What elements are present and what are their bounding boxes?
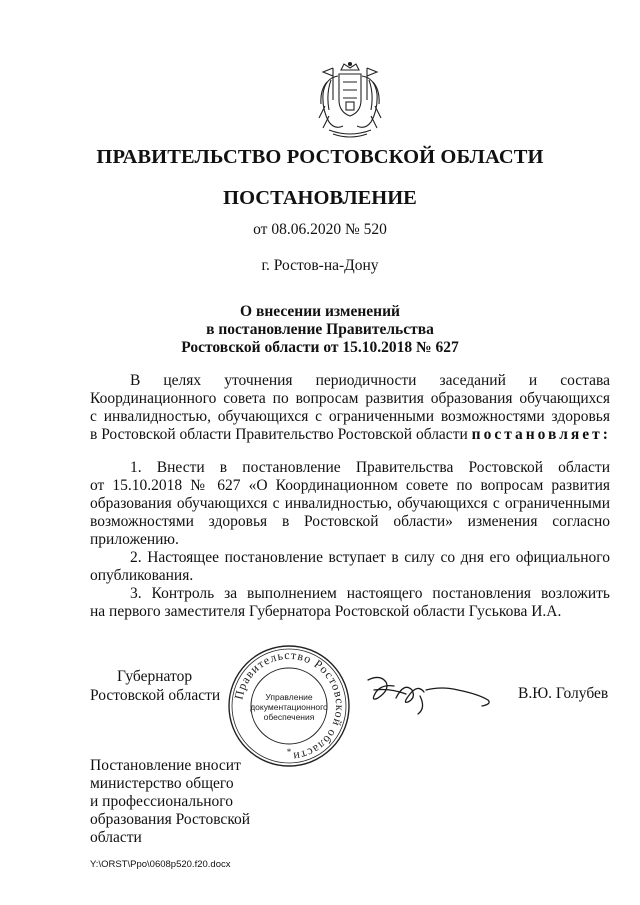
item-3-paragraph (90, 585, 610, 621)
item-2-paragraph (90, 549, 610, 585)
submitted-by-line: образования Ростовской (90, 811, 251, 828)
document-type: ПОСТАНОВЛЕНИЕ (223, 187, 417, 209)
subject-line: О внесении изменений (240, 303, 400, 320)
preamble-paragraph (90, 372, 610, 444)
preamble-line: В целях уточнения периодичности заседаний и состава (130, 372, 610, 389)
preamble-line-text: в Ростовской области Правительство Ростовской области (90, 426, 472, 443)
document-city: г. Ростов-на-Дону (261, 257, 379, 274)
signatory-role-line: Ростовской области (90, 687, 221, 704)
submitted-by-line: Постановление вносит (90, 757, 241, 774)
seal-center-line: Управление (265, 692, 313, 702)
government-title: ПРАВИТЕЛЬСТВО РОСТОВСКОЙ ОБЛАСТИ (96, 146, 544, 168)
official-seal-icon (226, 643, 352, 769)
document-subject (0, 303, 640, 357)
signatory-name: В.Ю. Голубев (518, 685, 609, 702)
subject-line: в постановление Правительства (206, 321, 434, 338)
decree-word: постановляет: (471, 426, 611, 443)
handwritten-signature-icon (360, 668, 500, 718)
submitted-by-block (90, 757, 250, 847)
document-date-number: от 08.06.2020 № 520 (253, 221, 387, 238)
signatory-role-line: Губернатор (117, 668, 193, 685)
seal-center-line: обеспечения (263, 712, 315, 722)
preamble-line: с инвалидностью, обучающихся с ограниченными возможностями здоровья (90, 408, 610, 425)
preamble-line (90, 426, 610, 444)
seal-ring-text: Правительство Ростовской области (231, 647, 348, 764)
preamble-line: Координационного совета по вопросам развития образования обучающихся (90, 390, 610, 407)
subject-line: Ростовской области от 15.10.2018 № 627 (181, 339, 459, 356)
submitted-by-line: министерство общего (90, 775, 234, 792)
item-line: опубликования. (90, 567, 194, 584)
submitted-by-line: и профессионального (90, 793, 233, 810)
item-line: возможностями здоровья в Ростовской области» изменения согласно (90, 513, 610, 530)
coat-of-arms-icon (315, 60, 385, 140)
item-line: на первого заместителя Губернатора Ростовской области Гуськова И.А. (90, 603, 562, 620)
seal-center-line: документационного (250, 702, 328, 712)
item-line: 2. Настоящее постановление вступает в силу со дня его официального (130, 549, 610, 566)
item-1-paragraph (90, 459, 610, 549)
svg-text:*: * (286, 747, 292, 757)
signatory-role (90, 667, 220, 705)
file-path-footer: Y:\ORST\Ppo\0608p520.f20.docx (90, 859, 231, 870)
item-line: приложению. (90, 531, 179, 548)
item-line: образования обучающихся с инвалидностью, обучающихся с ограниченными (90, 495, 610, 512)
item-line: 3. Контроль за выполнением настоящего постановления возложить (130, 585, 610, 602)
item-line: 1. Внести в постановление Правительства Ростовской области (130, 459, 610, 476)
submitted-by-line: области (90, 829, 142, 846)
item-line: от 15.10.2018 № 627 «О Координационном совете по вопросам развития (90, 477, 610, 494)
